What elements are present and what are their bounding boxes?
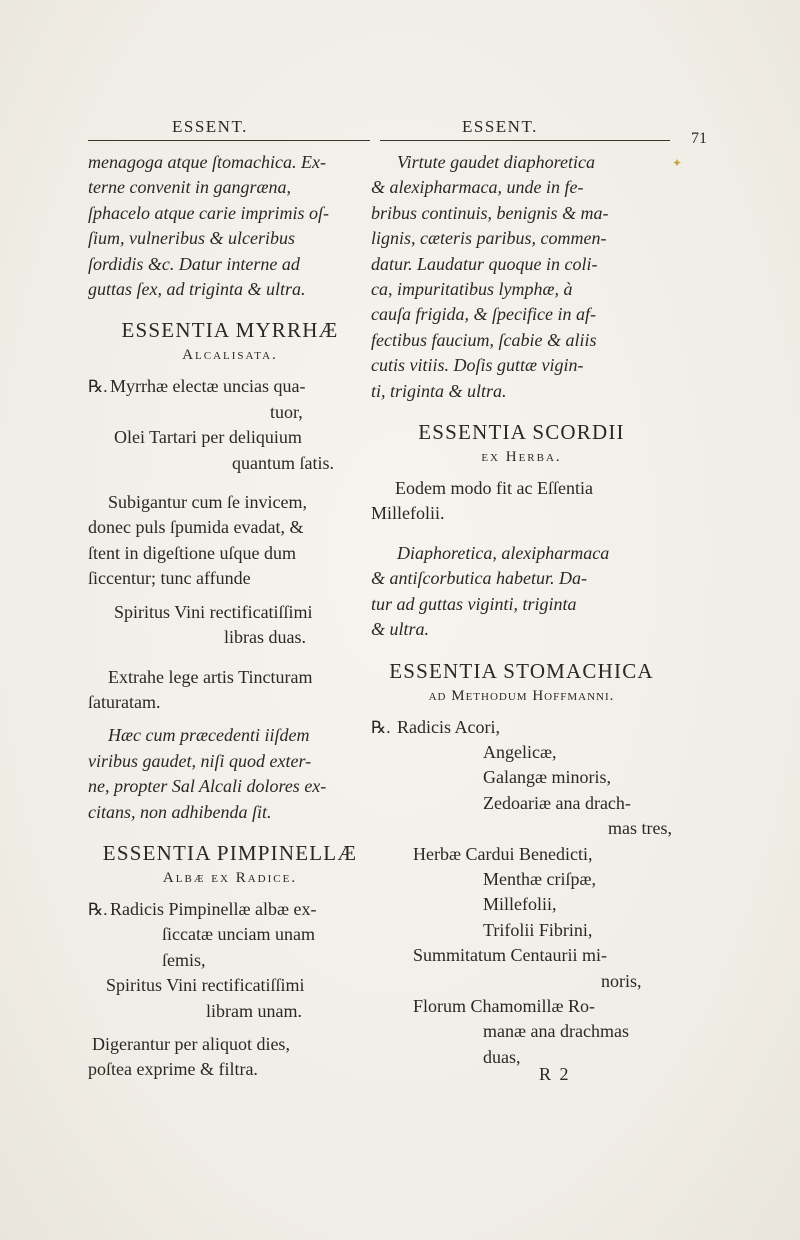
text-line: cutis vitiis. Doſis guttæ vigin- bbox=[371, 355, 584, 376]
recipe-line: Angelicæ, bbox=[483, 741, 557, 762]
right-column bbox=[371, 150, 672, 1070]
recipe-line: Summitatum Centaurii mi- bbox=[413, 945, 607, 966]
text-line: bribus continuis, benignis & ma- bbox=[371, 202, 609, 223]
text-line: lignis, cæteris paribus, commen- bbox=[371, 228, 607, 249]
header-rule-right bbox=[380, 140, 670, 141]
text-line: Subigantur cum ſe invicem, bbox=[108, 492, 307, 513]
section-subtitle-myrrhae: Alcalisata. bbox=[182, 347, 278, 364]
marginal-mark-icon: ✦ bbox=[672, 156, 683, 170]
text-line: Millefolii. bbox=[371, 503, 445, 524]
recipe-line: ℞. Myrrhæ electæ uncias qua- bbox=[88, 374, 372, 399]
paragraph-virtute bbox=[371, 150, 672, 404]
catchword-signature: R 2 bbox=[539, 1064, 571, 1084]
text-line: Eodem modo fit ac Eſſentia bbox=[395, 478, 593, 499]
recipe-line: Florum Chamomillæ Ro- bbox=[413, 995, 596, 1016]
left-column bbox=[88, 150, 372, 1083]
text-line: poſtea exprime & filtra. bbox=[88, 1059, 258, 1080]
text-line: ſphacelo atque carie imprimis oſ- bbox=[88, 202, 329, 223]
recipe-line: ℞. Radicis Acori, bbox=[371, 715, 672, 740]
text-line: & alexipharmaca, unde in fe- bbox=[371, 177, 584, 198]
recipe-line: mas tres, bbox=[608, 818, 672, 839]
recipe-line: Trifolii Fibrini, bbox=[483, 919, 593, 940]
section-title-pimpinellae: ESSENTIA PIMPINELLÆ bbox=[102, 840, 358, 865]
header-rule-left bbox=[88, 140, 370, 141]
text-line: terne convenit in gangræna, bbox=[88, 177, 291, 198]
recipe-line: Olei Tartari per deliquium bbox=[114, 427, 302, 448]
recipe-line: ſiccatæ unciam unam bbox=[162, 924, 315, 945]
text-line: ſium, vulneribus & ulceribus bbox=[88, 228, 295, 249]
text-line: Hæc cum præcedenti iiſdem bbox=[108, 725, 310, 746]
text-line: fectibus faucium, ſcabie & aliis bbox=[371, 329, 597, 350]
recipe-line: Galangæ minoris, bbox=[483, 767, 611, 788]
page-number: 71 bbox=[691, 130, 707, 147]
recipe-line: tuor, bbox=[270, 401, 303, 422]
recipe-line: ℞. Radicis Pimpinellæ albæ ex- bbox=[88, 897, 372, 922]
recipe-line: libram unam. bbox=[206, 1000, 302, 1021]
text-line: ſiccentur; tunc affunde bbox=[88, 568, 251, 589]
recipe-line: Zedoariæ ana drach- bbox=[483, 792, 631, 813]
section-subtitle-pimpinellae: Albæ ex Radice. bbox=[162, 869, 298, 886]
recipe-line: Menthæ criſpæ, bbox=[483, 868, 596, 889]
running-head-left: ESSENT. bbox=[172, 117, 248, 136]
text-line: citans, non adhibenda ſit. bbox=[88, 801, 272, 822]
text-line: & ultra. bbox=[371, 619, 430, 640]
text-line: ca, impuritatibus lymphæ, à bbox=[371, 279, 573, 300]
recipe-line: duas, bbox=[483, 1046, 521, 1067]
recipe-line: noris, bbox=[601, 970, 642, 991]
text-line: ſaturatam. bbox=[88, 691, 161, 712]
recipe-symbol: ℞. bbox=[88, 377, 108, 397]
recipe-line: ſemis, bbox=[162, 949, 206, 970]
text-line: ti, triginta & ultra. bbox=[371, 380, 507, 401]
text-line: ſordidis &c. Datur interne ad bbox=[88, 253, 300, 274]
text-line: Digerantur per aliquot dies, bbox=[92, 1033, 290, 1054]
text-line: & antiſcorbutica habetur. Da- bbox=[371, 568, 587, 589]
paragraph-continued bbox=[88, 150, 372, 302]
recipe-symbol: ℞. bbox=[88, 899, 108, 919]
recipe-line: Spiritus Vini rectificatiſſimi bbox=[106, 975, 305, 996]
recipe-symbol: ℞. bbox=[371, 717, 391, 737]
running-head-right: ESSENT. bbox=[462, 117, 538, 136]
text-line: tur ad guttas viginti, triginta bbox=[371, 593, 577, 614]
text-line: ſtent in digeſtione uſque dum bbox=[88, 542, 296, 563]
text-line: cauſa frigida, & ſpecifice in af- bbox=[371, 304, 596, 325]
section-title-myrrhae: ESSENTIA MYRRHÆ bbox=[121, 318, 339, 343]
section-title-scordii: ESSENTIA SCORDII bbox=[418, 420, 625, 445]
recipe-line: Millefolii, bbox=[483, 894, 557, 915]
recipe-line: quantum ſatis. bbox=[232, 452, 334, 473]
recipe-line: Herbæ Cardui Benedicti, bbox=[413, 843, 593, 864]
section-title-stomachica: ESSENTIA STOMACHICA bbox=[389, 658, 654, 683]
text-line: datur. Laudatur quoque in coli- bbox=[371, 253, 598, 274]
text-line: donec puls ſpumida evadat, & bbox=[88, 517, 304, 538]
text-line: menagoga atque ſtomachica. Ex- bbox=[88, 152, 326, 172]
recipe-line: libras duas. bbox=[224, 627, 306, 648]
text-line: guttas ſex, ad triginta & ultra. bbox=[88, 279, 306, 300]
text-line: Virtute gaudet diaphoretica bbox=[397, 152, 595, 172]
section-subtitle-scordii: ex Herba. bbox=[481, 449, 562, 466]
text-line: Diaphoretica, alexipharmaca bbox=[397, 542, 610, 563]
text-line: Extrahe lege artis Tincturam bbox=[108, 666, 313, 687]
recipe-line: manæ ana drachmas bbox=[483, 1021, 629, 1042]
section-subtitle-stomachica: ad Methodum Hoffmanni. bbox=[428, 687, 615, 704]
text-line: ne, propter Sal Alcali dolores ex- bbox=[88, 776, 327, 797]
text-line: viribus gaudet, niſi quod exter- bbox=[88, 750, 312, 771]
recipe-line: Spiritus Vini rectificatiſſimi bbox=[114, 601, 313, 622]
